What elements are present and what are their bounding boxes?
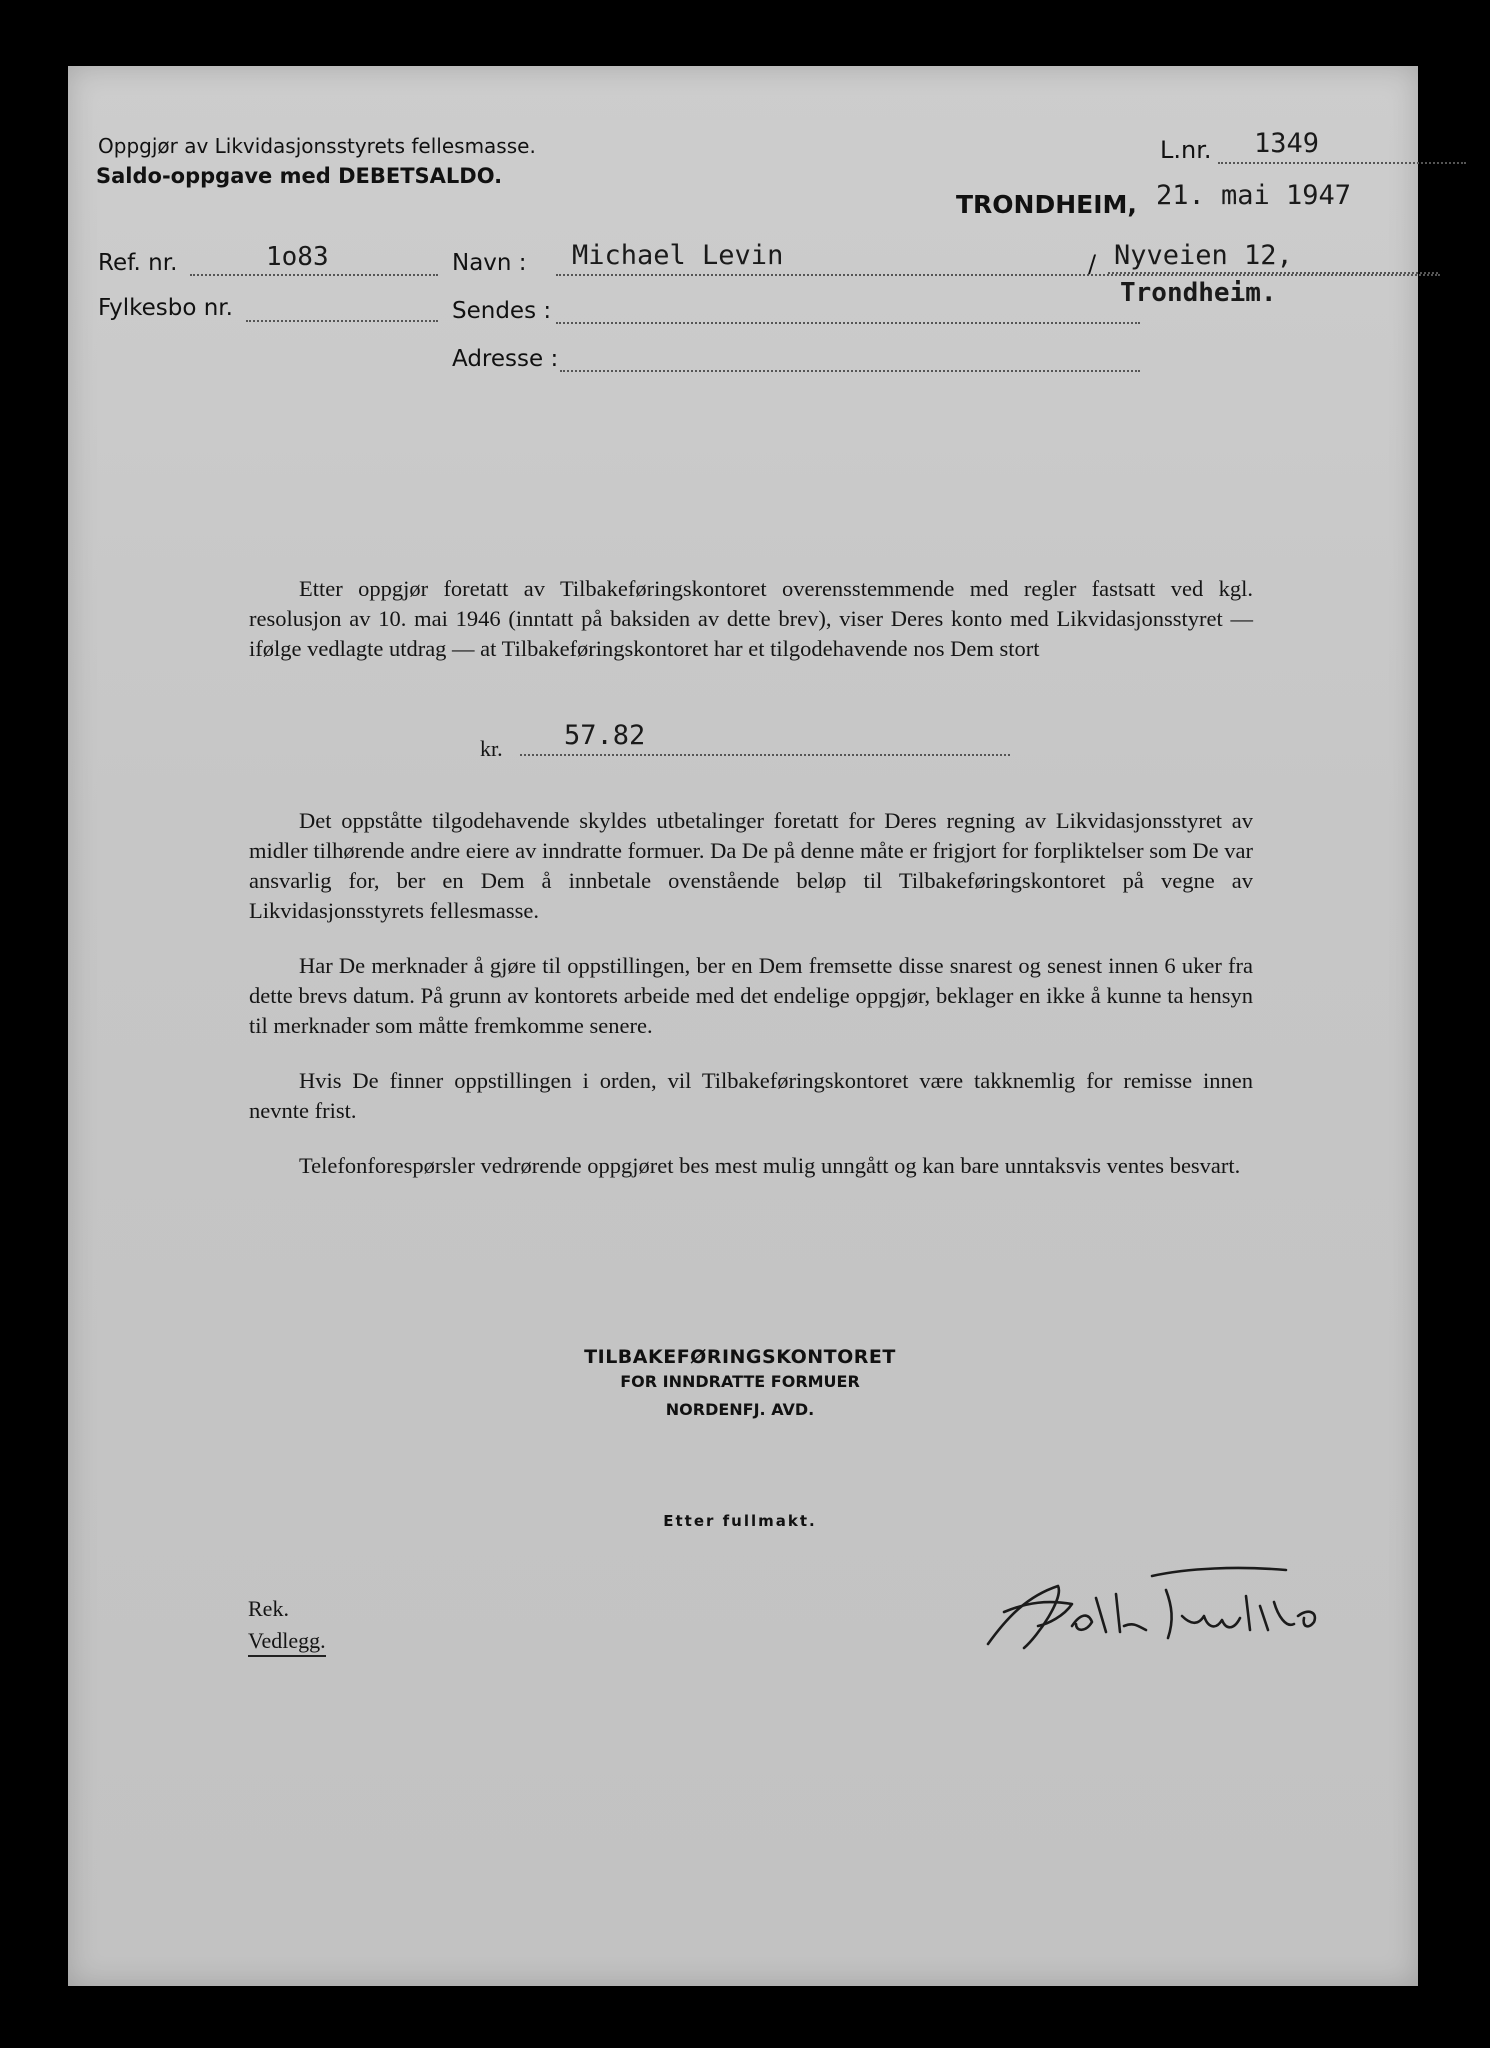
navn-value: Michael Levin [572, 240, 784, 271]
amount-label: kr. [480, 736, 503, 761]
ref-dotted-line [190, 274, 438, 276]
fylkesbo-dotted-line [246, 320, 438, 322]
body-paragraph-5: Telefonforespørsler vedrørende oppgjøret bes mest mulig unngått og kan bare unntaksvis ventes besvart. [299, 1153, 1241, 1178]
body-paragraph-3: Har De merknader å gjøre til oppstillingen, ber en Dem fremsette disse snarest og senest innen 6 uker fra dette brevs datum. På grunn av kontorets arbeide med det endelige oppgjør, beklager en ikke å kunne ta hensyn til merknader som måtte fremkomme senere. [249, 953, 1253, 1038]
vedlegg-label: Vedlegg. [248, 1628, 326, 1657]
sendes-dotted-line [556, 322, 1140, 324]
org-name: TILBAKEFØRINGSKONTORET [584, 1346, 896, 1368]
navn-label: Navn : [452, 250, 527, 276]
authority-line: Etter fullmakt. [663, 1512, 817, 1530]
org-department: NORDENFJ. AVD. [665, 1400, 815, 1419]
body-paragraph-2: Det oppståtte tilgodehavende skyldes utbetalinger foretatt for Deres regning av Likvidasjonsstyret av midler tilhørende andre eiere av inndratte formuer. Da De på denne måte er frigjort for forpliktelser som De var ansvarlig for, ber en Dem å innbetale ovenstående beløp til Tilbakeføringskontoret på vegne av Likvidasjonsstyrets fellesmasse. [249, 808, 1253, 923]
document-page [68, 66, 1418, 1986]
ref-value: 1o83 [266, 242, 329, 272]
address-line-2: Trondheim. [1120, 278, 1277, 308]
header-line-2: Saldo-oppgave med DEBETSALDO. [96, 164, 503, 188]
adresse-dotted-line [560, 370, 1140, 372]
navn-slash: / [1088, 250, 1097, 278]
letter-body [249, 574, 1253, 689]
body-paragraph-1: Etter oppgjør foretatt av Tilbakeføringskontoret overensstemmende med regler fastsatt ved kgl. resolusjon av 10. mai 1946 (inntatt på baksiden av dette brev), viser Deres konto med Likvidasjonsstyret — ifølge vedlagte utdrag — at Tilbakeføringskontoret har et tilgodehavende nos Dem stort [249, 576, 1253, 661]
address-dotted-line [1108, 272, 1438, 274]
header-line-1: Oppgjør av Likvidasjonsstyrets fellesmasse. [98, 134, 536, 158]
letter-body-continued [249, 806, 1253, 1206]
navn-dotted-line [556, 274, 1440, 276]
fylkesbo-label: Fylkesbo nr. [98, 295, 233, 321]
lnr-value: 1349 [1254, 128, 1320, 159]
rek-label: Rek. [248, 1596, 289, 1621]
body-paragraph-4: Hvis De finner oppstillingen i orden, vil Tilbakeføringskontoret være takknemlig for remisse innen nevnte frist. [249, 1068, 1253, 1123]
sendes-label: Sendes : [452, 298, 552, 324]
adresse-label: Adresse : [452, 346, 559, 372]
letter-date: 21. mai 1947 [1156, 180, 1352, 211]
lnr-dotted-line [1218, 162, 1466, 164]
amount-dotted-line [520, 754, 1010, 756]
lnr-label: L.nr. [1160, 136, 1212, 164]
signature-image [968, 1546, 1368, 1666]
ref-label: Ref. nr. [98, 250, 178, 276]
address-line-1: Nyveien 12, [1114, 240, 1293, 271]
city: TRONDHEIM, [956, 190, 1137, 219]
amount-value: 57.82 [564, 720, 646, 751]
org-subtitle: FOR INNDRATTE FORMUER [620, 1372, 860, 1391]
